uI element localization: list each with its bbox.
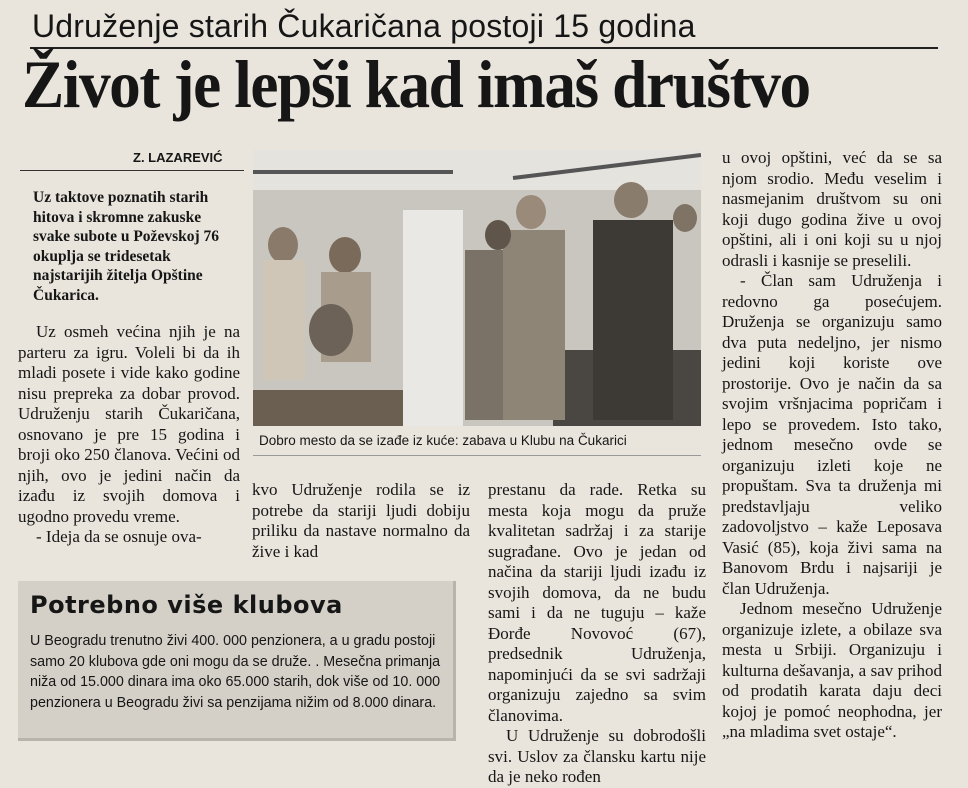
paragraph: u ovoj opštini, već da se sa njom srodio. Među veselim i nasmejanim društvom su oni koji dugo godina žive u ovoj opštini, ali i oni koji su u njoj odrasli i kasnije se preselili. [722,148,942,270]
photo-caption: Dobro mesto da se izađe iz kuće: zabava u Klubu na Čukarici [253,426,701,456]
sidebar-box [18,581,456,741]
article-byline: Z. LAZAREVIĆ [133,150,223,165]
article-photo [253,150,701,426]
paragraph: - Član sam Udruženja i redovno ga posećujem. Druženja se organizuju samo dva puta nedeljno, jer nismo jedini koji koriste ove prostorije. Ovo je način da sa svojim vršnjacima popričam i lepo se provedem. Isto tako, jednom mesečno ovde se organizuju izleti koje ne propuštam. Sva ta druženja mi predstavljaju veliko zadovoljstvo – kaže Leposava Vasić (85), koja živi sama na Banovom Brdu i najsariji je član Udruženja. [722,271,942,598]
sidebar-box-title: Potrebno više klubova [30,591,343,619]
paragraph: Jednom mesečno Udruženje organizuje izlete, a obilaze sva mesta u Srbiji. Organizuju i kulturna dešavanja, a sav prihod od prodatih karata daju deci kojoj je pomoć neophodna, jer „na mladima svet ostaje“. [722,599,942,741]
article-column-2 [252,480,470,562]
paragraph: Uz osmeh većina njih je na parteru za igru. Voleli bi da ih mladi posete i vide kako godine nisu prepreka za dobar provod. Udruženju starih Čukaričana, osnovano je pre 15 godina i broji oko 250 članova. Većini od njih, ovo je jedini način da izađu iz svojih domova i ugodno provedu vreme. [18,322,240,526]
byline-divider [20,170,244,171]
paragraph: kvo Udruženje rodila se iz potrebe da stariji ljudi dobiju priliku da nastave normalno da žive i kad [252,480,470,561]
article-lead: Uz taktove poznatih starih hitova i skromne zakuske svake subote u Poževskoj 76 okuplja se tridesetak najstarijih žitelja Opštine Čukarica. [33,189,220,304]
photo-illustration [253,150,701,426]
article-headline: Život je lepši kad imaš društvo [22,46,810,122]
article-column-3 [488,480,706,788]
paragraph: U Udruženje su dobrodošli svi. Uslov za člansku kartu nije da je neko rođen [488,726,706,786]
paragraph: prestanu da rade. Retka su mesta koja mogu da pruže kvalitetan sadržaj i za starije sugrađane. Ovo je jedan od načina da stariji ljudi izađu iz svojih domova, da ne budu sami i da ne tuguju – kaže Đorđe Novovoć (67), predsednik Udruženja, napominjući da se svi sadržaji organizuju zajedno sa svim članovima. [488,480,706,725]
article-kicker: Udruženje starih Čukaričana postoji 15 godina [32,8,696,44]
article-column-1 [18,322,240,548]
sidebar-box-text: U Beogradu trenutno živi 400. 000 penzionera, a u gradu postoji samo 20 klubova gde oni mogu da se druže. . Mesečna primanja niža od 15.000 dinara ima oko 65.000 starih, dok više od 10. 000 penzionera u Beogradu živi sa penzijama nižim od 8.000 dinara. [30,633,441,711]
paragraph: - Ideja da se osnuje ova- [36,527,202,546]
article-column-4 [722,148,942,743]
